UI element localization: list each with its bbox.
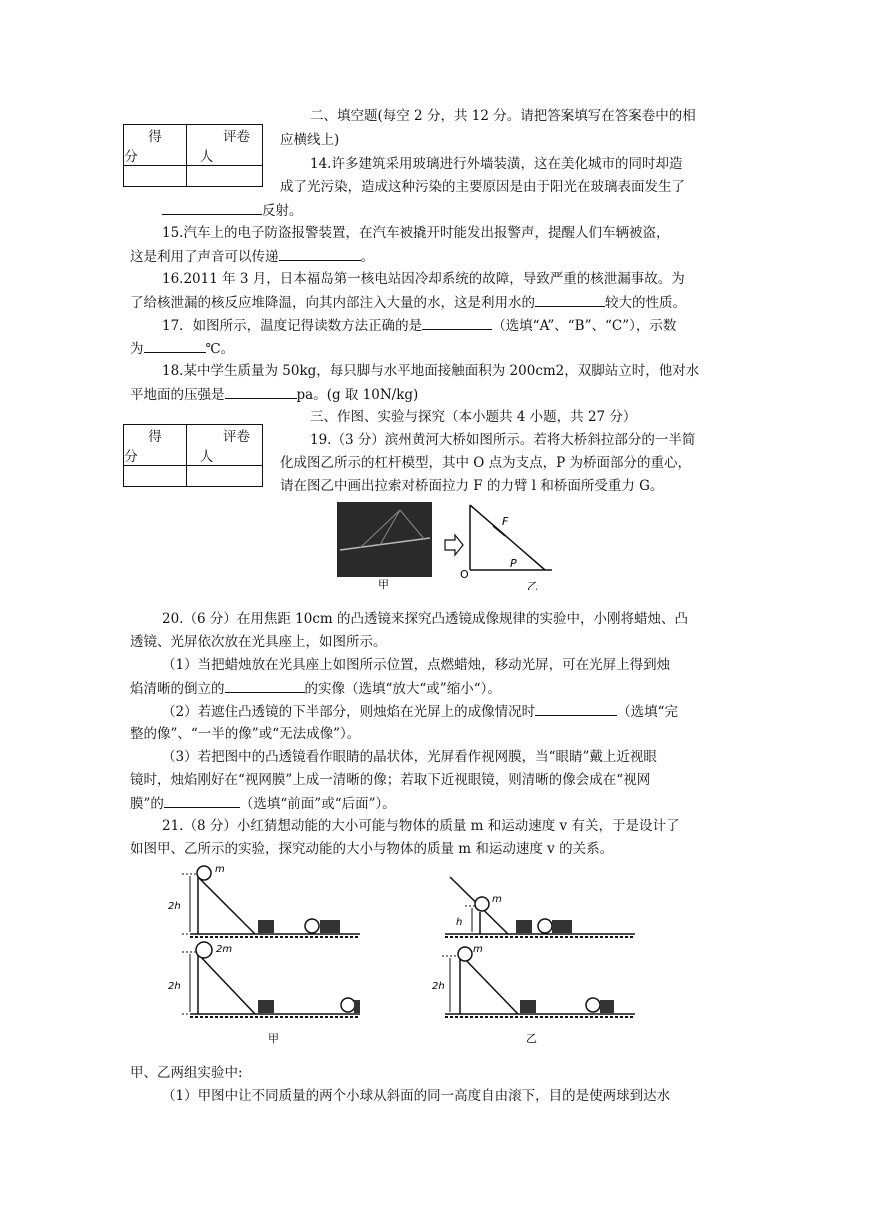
- q14-line3: 反射。: [162, 201, 303, 220]
- q20-p3-line2: 镜时，烛焰刚好在“视网膜”上成一清晰的像；若取下近视眼镜，则清晰的像会成在“视网: [130, 772, 651, 788]
- q14-answer-blank[interactable]: [162, 201, 262, 215]
- label-h: h: [456, 917, 463, 928]
- q20-line2: 透镜、光屏依次放在光具座上，如图所示。: [130, 634, 387, 650]
- arrow-right-icon: [445, 535, 463, 555]
- q20-p2-line2: 整的像”、“一半的像”或“无法成像”）。: [130, 726, 361, 742]
- grader-cell: 评卷 人: [187, 125, 263, 166]
- block: [258, 1000, 274, 1013]
- q14-line2: 成了光污染，造成这种污染的主要原因是由于阳光在玻璃表面发生了: [280, 179, 685, 195]
- label-jia: 甲: [268, 1032, 279, 1045]
- block: [552, 920, 572, 933]
- q15-answer-blank[interactable]: [279, 247, 361, 261]
- q18-line2: 平地面的压强是 pa。(g 取 10N/kg): [130, 387, 419, 403]
- grader-blank[interactable]: [187, 166, 263, 187]
- fig-label-F: F: [502, 515, 509, 528]
- q19-line2: 化成图乙所示的杠杆模型，其中 O 点为支点，P 为桥面部分的重心，: [280, 455, 692, 471]
- q17-line1: 17．如图所示，温度记得读数方法正确的是 （选填“A”、“B”、“C”），示数: [162, 318, 677, 334]
- score-cell: 得 分: [124, 425, 187, 466]
- q20-p3-line3: 膜”的 （选填“前面”或“后面”）。: [130, 796, 396, 812]
- jia-top-setup: [168, 864, 360, 937]
- grader-blank[interactable]: [187, 466, 263, 487]
- score-blank[interactable]: [124, 466, 187, 487]
- q17-answer-blank-a[interactable]: [422, 316, 492, 330]
- fig-label-yi: 乙: [527, 580, 538, 590]
- q20-line1: 20.（6 分）在用焦距 10cm 的凸透镜来探究凸透镜成像规律的实验中，小刚将蜡烛、凸: [162, 611, 688, 627]
- q19-line3: 请在图乙中画出拉索对桥面拉力 F 的力臂 l 和桥面所受重力 G。: [280, 478, 664, 494]
- q21-after-2: （1）甲图中让不同质量的两个小球从斜面的同一高度自由滚下，目的是使两球到达水: [162, 1088, 671, 1104]
- score-table-2: [123, 424, 263, 487]
- fig-label-P: P: [510, 557, 517, 570]
- ball: [458, 947, 472, 961]
- block: [516, 920, 532, 933]
- q21-figure: [160, 862, 650, 1047]
- q19-figure: [330, 500, 560, 590]
- block: [258, 920, 274, 933]
- ball: [341, 998, 355, 1012]
- block: [600, 1000, 614, 1013]
- block: [320, 920, 340, 933]
- fig-label-O: O: [460, 568, 469, 581]
- q19-line1: 19.（3 分）滨州黄河大桥如图所示。若将大桥斜拉部分的一半简: [310, 432, 696, 448]
- q20-p2-answer-blank[interactable]: [535, 702, 617, 716]
- ball: [538, 919, 552, 933]
- section2-heading-cont: 应横线上): [280, 132, 340, 148]
- q21-line2: 如图甲、乙所示的实验，探究动能的大小与物体的质量 m 和运动速度 v 的关系。: [130, 841, 614, 857]
- q20-p1-line1: （1）当把蜡烛放在光具座上如图所示位置，点燃蜡烛，移动光屏，可在光屏上得到烛: [162, 657, 671, 673]
- grader-cell: 评卷 人: [187, 425, 263, 466]
- ball: [475, 897, 489, 911]
- q20-p2-line1: （2）若遮住凸透镜的下半部分，则烛焰在光屏上的成像情况时 （选填“完: [162, 704, 678, 720]
- q20-p3-answer-blank[interactable]: [164, 794, 240, 808]
- q20-p1-answer-blank[interactable]: [225, 679, 305, 693]
- q15-line2: 这是利用了声音可以传递 。: [130, 249, 374, 265]
- label-m: m: [215, 864, 225, 875]
- q14-line1: 14.许多建筑采用玻璃进行外墙装潢，这在美化城市的同时却造: [310, 156, 683, 172]
- section2-heading: 二、填空题(每空 2 分，共 12 分。请把答案填写在答案卷中的相: [310, 108, 696, 124]
- label-2m: 2m: [216, 944, 233, 955]
- ball: [197, 866, 211, 880]
- score-cell: 得 分: [124, 125, 187, 166]
- q15-line1: 15.汽车上的电子防盗报警装置，在汽车被撬开时能发出报警声，提醒人们车辆被盗，: [162, 225, 670, 241]
- score-blank[interactable]: [124, 166, 187, 187]
- jia-bottom-setup: [168, 942, 360, 1045]
- label-m: m: [473, 944, 483, 955]
- label-yi: 乙: [526, 1032, 537, 1045]
- q20-p1-line2: 焰清晰的倒立的 的实像（选填“放大“或”缩小“）。: [130, 681, 501, 697]
- q17-line2: 为 ℃。: [130, 341, 235, 357]
- q16-line2: 了给核泄漏的核反应堆降温，向其内部注入大量的水，这是利用水的 较大的性质。: [130, 295, 686, 311]
- score-table: [123, 124, 263, 187]
- q18-line1: 18.某中学生质量为 50kg，每只脚与水平地面接触面积为 200cm2，双脚站立时，他对水: [162, 363, 700, 379]
- q16-answer-blank[interactable]: [535, 293, 605, 307]
- ball: [586, 998, 600, 1012]
- ball: [305, 919, 319, 933]
- label-m: m: [492, 894, 502, 905]
- q21-after-1: 甲、乙两组实验中:: [130, 1065, 243, 1081]
- yi-bottom-setup: [432, 944, 635, 1045]
- block: [520, 1000, 536, 1013]
- q16-line1: 16.2011 年 3 月，日本福岛第一核电站因冷却系统的故障，导致严重的核泄漏事故。为: [162, 271, 685, 287]
- q21-line1: 21.（8 分）小红猜想动能的大小可能与物体的质量 m 和运动速度 v 有关，于是设计了: [162, 818, 680, 834]
- q18-answer-blank[interactable]: [225, 385, 297, 399]
- yi-top-setup: [445, 877, 635, 937]
- q17-answer-blank-b[interactable]: [144, 339, 206, 353]
- label-2h: 2h: [432, 981, 445, 992]
- fig-label-jia: 甲: [378, 578, 389, 590]
- section3-heading: 三、作图、实验与探究（本小题共 4 小题，共 27 分）: [310, 409, 637, 425]
- ball: [196, 942, 212, 958]
- q20-p3-line1: （3）若把图中的凸透镜看作眼睛的晶状体，光屏看作视网膜，当“眼睛”戴上近视眼: [162, 749, 657, 765]
- label-2h: 2h: [168, 901, 181, 912]
- block: [354, 1000, 360, 1013]
- label-2h: 2h: [168, 981, 181, 992]
